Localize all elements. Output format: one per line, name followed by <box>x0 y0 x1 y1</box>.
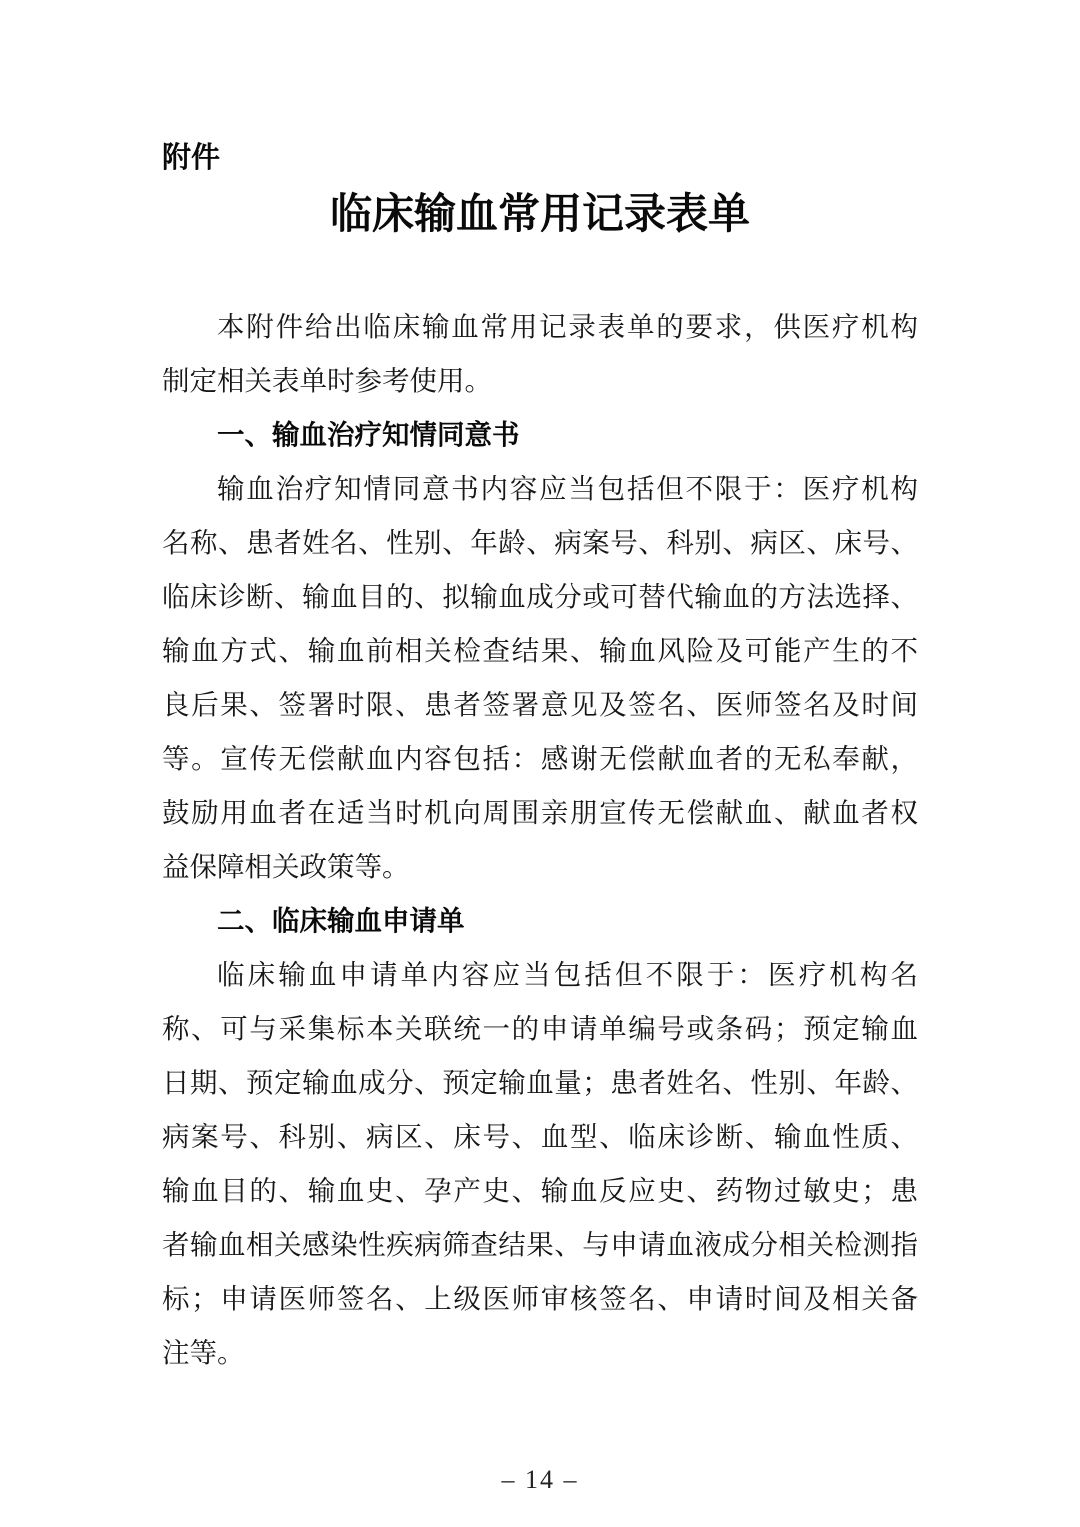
section-2-line: 病案号、科别、病区、床号、血型、临床诊断、输血性质、 <box>162 1121 918 1152</box>
intro-line: 制定相关表单时参考使用。 <box>162 365 492 396</box>
document-title: 临床输血常用记录表单 <box>329 192 750 238</box>
page-number: – 14 – <box>501 1465 579 1494</box>
section-1-line: 益保障相关政策等。 <box>162 851 410 882</box>
section-1-line: 名称、患者姓名、性别、年龄、病案号、科别、病区、床号、 <box>162 527 918 558</box>
page-footer <box>0 1465 1080 1495</box>
section-2-heading: 二、临床输血申请单 <box>217 905 465 936</box>
section-2-line: 临床输血申请单内容应当包括但不限于：医疗机构名 <box>217 959 918 990</box>
section-1-line: 临床诊断、输血目的、拟输血成分或可替代输血的方法选择、 <box>162 581 918 612</box>
section-2-line: 者输血相关感染性疾病筛查结果、与申请血液成分相关检测指 <box>162 1229 918 1260</box>
section-2-line: 输血目的、输血史、孕产史、输血反应史、药物过敏史；患 <box>162 1175 918 1206</box>
section-2-line: 称、可与采集标本关联统一的申请单编号或条码；预定输血 <box>162 1013 918 1044</box>
attachment-label: 附件 <box>162 142 221 174</box>
section-1-heading: 一、输血治疗知情同意书 <box>217 419 520 450</box>
section-1-line: 良后果、签署时限、患者签署意见及签名、医师签名及时间 <box>162 689 918 720</box>
intro-line: 本附件给出临床输血常用记录表单的要求，供医疗机构 <box>217 311 918 342</box>
section-1-line: 鼓励用血者在适当时机向周围亲朋宣传无偿献血、献血者权 <box>162 797 918 828</box>
section-2-line: 注等。 <box>162 1337 245 1368</box>
section-2-line: 日期、预定输血成分、预定输血量；患者姓名、性别、年龄、 <box>162 1067 918 1098</box>
section-2-line: 标；申请医师签名、上级医师审核签名、申请时间及相关备 <box>162 1283 918 1314</box>
section-1-line: 输血方式、输血前相关检查结果、输血风险及可能产生的不 <box>162 635 918 666</box>
section-1-line: 等。宣传无偿献血内容包括：感谢无偿献血者的无私奉献， <box>162 743 918 774</box>
section-1-line: 输血治疗知情同意书内容应当包括但不限于：医疗机构 <box>217 473 918 504</box>
document-body <box>162 300 918 1380</box>
